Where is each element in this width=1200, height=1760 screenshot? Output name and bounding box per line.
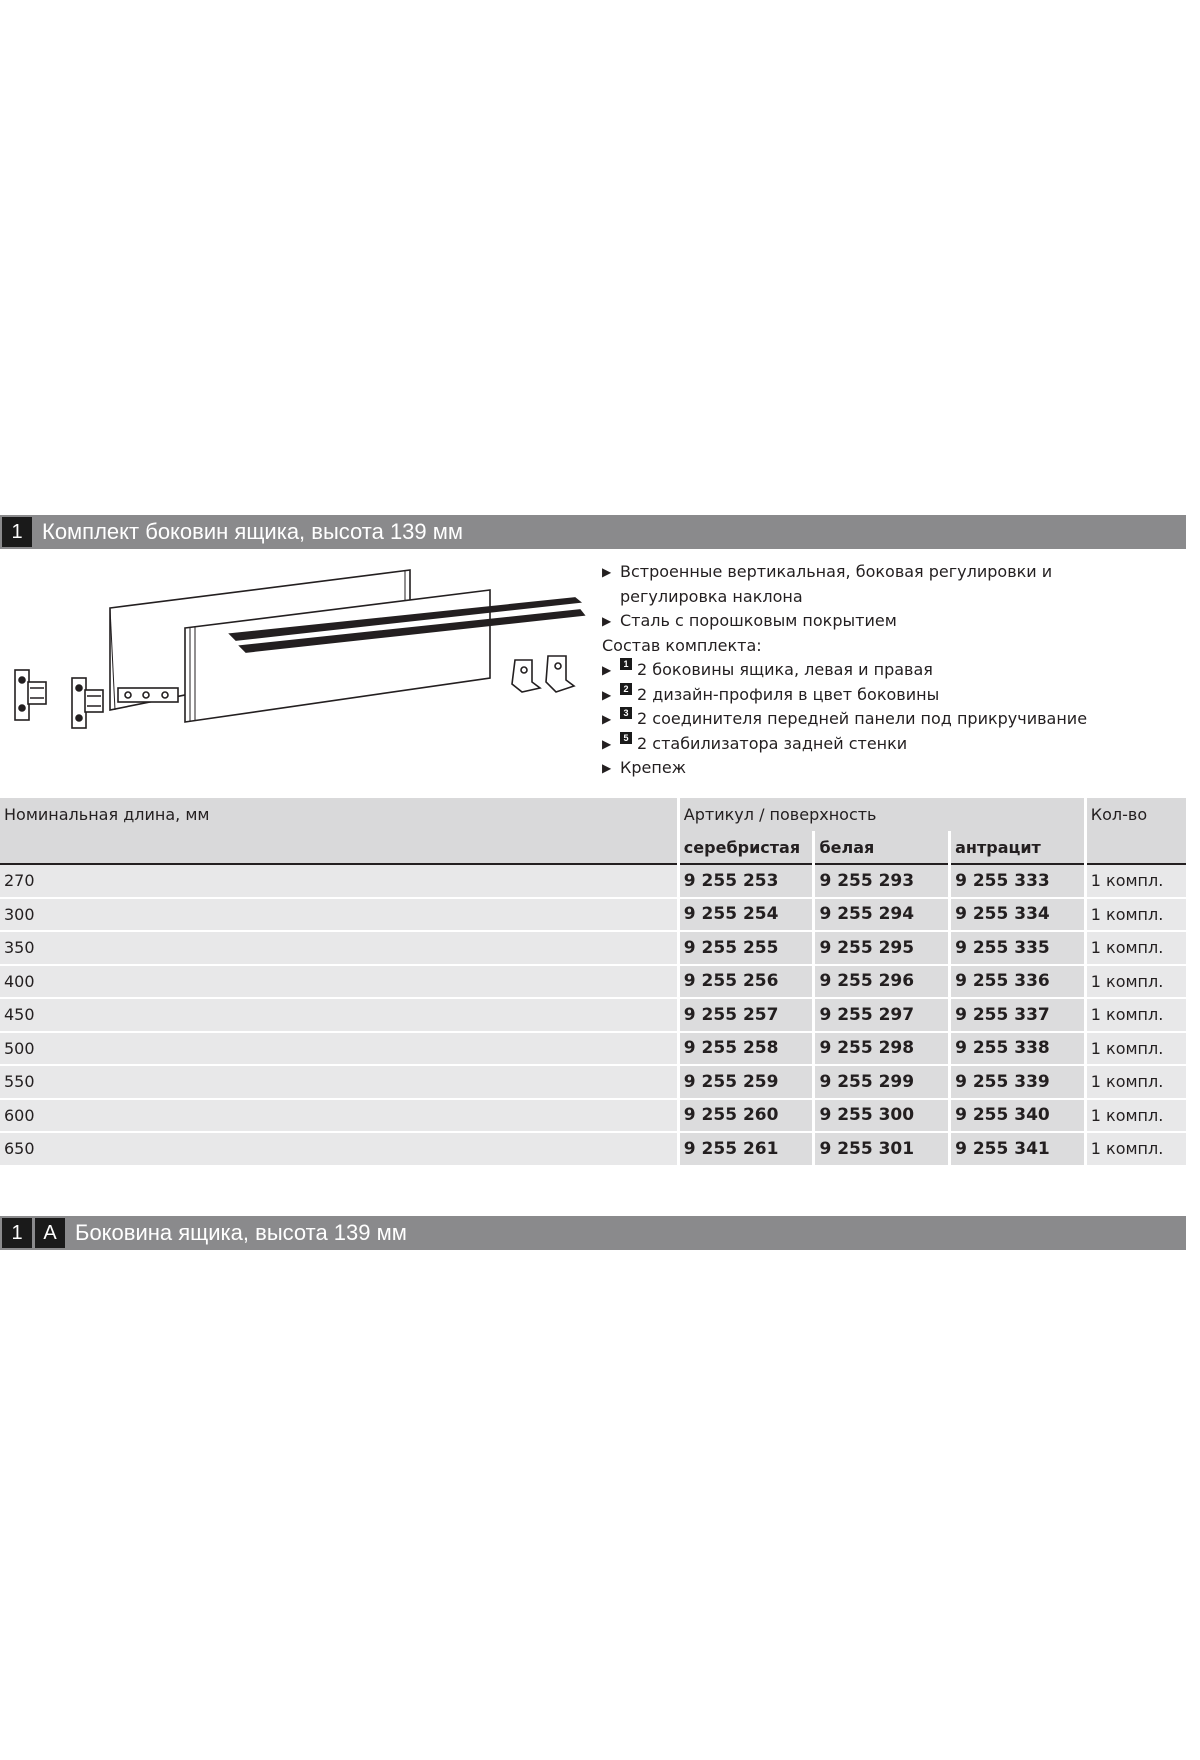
- section-number: 1: [2, 1218, 32, 1248]
- table-row: [0, 1065, 1186, 1099]
- arrow-right-icon: ▶: [602, 712, 612, 726]
- article-anthracite-cell: 9 255 337: [950, 998, 1086, 1032]
- article-silver-cell: 9 255 256: [678, 965, 814, 999]
- qty-cell: 1 компл.: [1085, 898, 1186, 932]
- table-row: [0, 998, 1186, 1032]
- article-white-cell: 9 255 293: [814, 864, 950, 898]
- article-white-cell: 9 255 300: [814, 1099, 950, 1133]
- header-article: Артикул / поверхность: [678, 798, 1085, 831]
- kit-item: ▶ 2 2 дизайн-профиля в цвет боковины: [602, 683, 1182, 708]
- table-row: [0, 1132, 1186, 1166]
- table-row: [0, 1032, 1186, 1066]
- front-connector-right: [72, 678, 103, 728]
- article-white-cell: 9 255 297: [814, 998, 950, 1032]
- length-cell: 450: [0, 998, 678, 1032]
- section-header-kit: [0, 515, 1186, 549]
- marker-badge: 5: [620, 732, 632, 744]
- arrow-right-icon: ▶: [602, 565, 612, 579]
- article-table: [0, 798, 1186, 1167]
- kit-heading: Состав комплекта:: [602, 635, 762, 655]
- feature-item: ▶ Крепеж: [602, 756, 1182, 781]
- qty-cell: 1 компл.: [1085, 1065, 1186, 1099]
- length-cell: 400: [0, 965, 678, 999]
- article-anthracite-cell: 9 255 334: [950, 898, 1086, 932]
- arrow-right-icon: ▶: [602, 663, 612, 677]
- section-title: Боковина ящика, высота 139 мм: [75, 1220, 407, 1245]
- table-row: [0, 898, 1186, 932]
- section-title: Комплект боковин ящика, высота 139 мм: [42, 519, 464, 544]
- marker-badge: 1: [620, 658, 632, 670]
- table-row: [0, 864, 1186, 898]
- table-row: [0, 931, 1186, 965]
- feature-item: ▶ Сталь с порошковым покрытием: [602, 609, 1182, 634]
- article-anthracite-cell: 9 255 336: [950, 965, 1086, 999]
- feature-item: ▶ Встроенные вертикальная, боковая регулировки и регулировка наклона: [602, 562, 1053, 606]
- length-cell: 600: [0, 1099, 678, 1133]
- qty-cell: 1 компл.: [1085, 1132, 1186, 1166]
- kit-item: ▶ 3 2 соединителя передней панели под прикручивание: [602, 707, 1182, 732]
- article-white-cell: 9 255 295: [814, 931, 950, 965]
- length-cell: 650: [0, 1132, 678, 1166]
- article-silver-cell: 9 255 255: [678, 931, 814, 965]
- marker-badge: 2: [620, 683, 632, 695]
- arrow-right-icon: ▶: [602, 761, 612, 775]
- table-subheader-row: [0, 831, 1186, 864]
- article-white-cell: 9 255 294: [814, 898, 950, 932]
- runner-hardware: [118, 688, 178, 702]
- article-anthracite-cell: 9 255 339: [950, 1065, 1086, 1099]
- article-silver-cell: 9 255 261: [678, 1132, 814, 1166]
- rear-stabilizer-1: [512, 660, 540, 692]
- header-surface-silver: серебристая: [678, 831, 814, 864]
- qty-cell: 1 компл.: [1085, 864, 1186, 898]
- kit-item: ▶ 1 2 боковины ящика, левая и правая: [602, 658, 1182, 683]
- length-cell: 550: [0, 1065, 678, 1099]
- arrow-right-icon: ▶: [602, 687, 612, 702]
- section-number: 1: [2, 517, 32, 547]
- length-cell: 500: [0, 1032, 678, 1066]
- table-row: [0, 1099, 1186, 1133]
- article-white-cell: 9 255 301: [814, 1132, 950, 1166]
- header-length: Номинальная длина, мм: [0, 798, 678, 831]
- qty-cell: 1 компл.: [1085, 1099, 1186, 1133]
- article-white-cell: 9 255 298: [814, 1032, 950, 1066]
- article-white-cell: 9 255 299: [814, 1065, 950, 1099]
- qty-cell: 1 компл.: [1085, 965, 1186, 999]
- article-silver-cell: 9 255 253: [678, 864, 814, 898]
- article-anthracite-cell: 9 255 333: [950, 864, 1086, 898]
- rear-stabilizer-2: [546, 656, 574, 692]
- kit-item: ▶ 5 2 стабилизатора задней стенки: [602, 732, 1182, 757]
- article-anthracite-cell: 9 255 340: [950, 1099, 1086, 1133]
- length-cell: 270: [0, 864, 678, 898]
- table-row: [0, 965, 1186, 999]
- front-connector-left: [15, 670, 46, 720]
- qty-cell: 1 компл.: [1085, 931, 1186, 965]
- section-letter: A: [35, 1218, 65, 1248]
- qty-cell: 1 компл.: [1085, 1032, 1186, 1066]
- article-anthracite-cell: 9 255 338: [950, 1032, 1086, 1066]
- section-header-side: [0, 1216, 1186, 1250]
- header-qty: Кол-во: [1085, 798, 1186, 831]
- table-header-row: [0, 798, 1186, 831]
- header-surface-white: белая: [814, 831, 950, 864]
- table-body: [0, 864, 1186, 1166]
- drawer-side-kit-illustration: [0, 560, 590, 760]
- article-silver-cell: 9 255 254: [678, 898, 814, 932]
- header-surface-anthracite: антрацит: [950, 831, 1086, 864]
- length-cell: 350: [0, 931, 678, 965]
- feature-list: [602, 560, 1182, 781]
- article-anthracite-cell: 9 255 341: [950, 1132, 1086, 1166]
- article-white-cell: 9 255 296: [814, 965, 950, 999]
- arrow-right-icon: ▶: [602, 614, 612, 628]
- marker-badge: 3: [620, 707, 632, 719]
- arrow-right-icon: ▶: [602, 736, 612, 751]
- article-silver-cell: 9 255 259: [678, 1065, 814, 1099]
- length-cell: 300: [0, 898, 678, 932]
- article-silver-cell: 9 255 260: [678, 1099, 814, 1133]
- article-silver-cell: 9 255 258: [678, 1032, 814, 1066]
- article-anthracite-cell: 9 255 335: [950, 931, 1086, 965]
- qty-cell: 1 компл.: [1085, 998, 1186, 1032]
- article-silver-cell: 9 255 257: [678, 998, 814, 1032]
